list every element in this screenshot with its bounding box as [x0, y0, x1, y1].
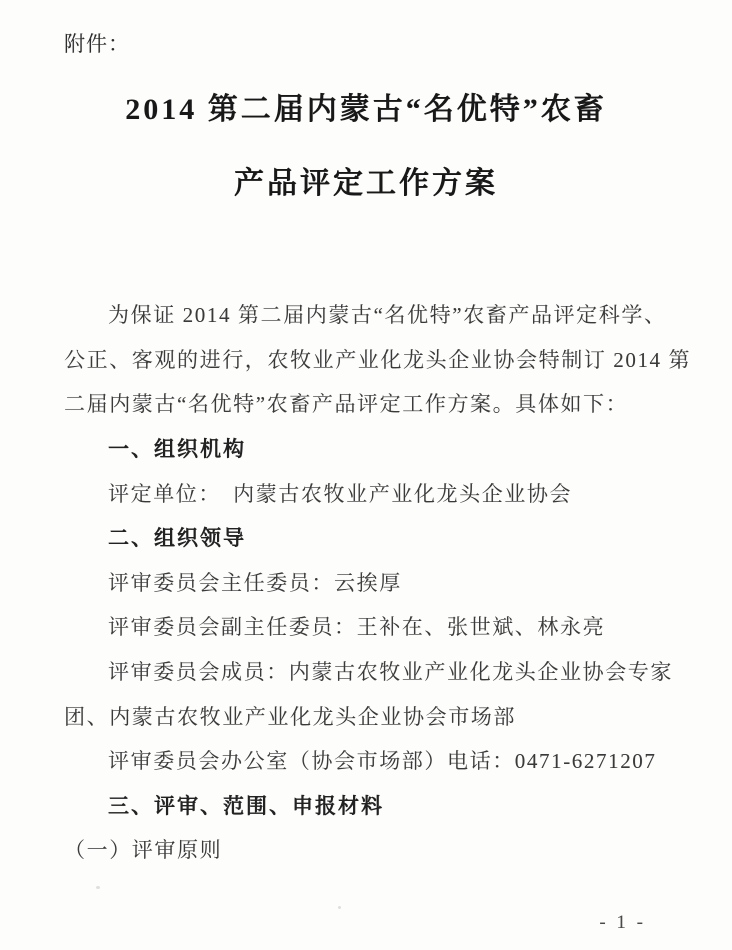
section-heading-leadership: 二、组织领导 [108, 527, 246, 551]
body-line: 评审委员会主任委员：云挨厚 [108, 570, 402, 595]
document-body [64, 292, 692, 872]
scan-speck [338, 906, 341, 909]
section-heading-review-scope: 三、评审、范围、申报材料 [108, 794, 384, 818]
body-line: 评定单位： 内蒙古农牧业产业化龙头企业协会 [108, 481, 573, 506]
body-line: 公正、客观的进行，农牧业产业化龙头企业协会特制订 2014 第 [64, 347, 692, 372]
body-line: 评审委员会办公室（协会市场部）电话：0471-6271207 [108, 749, 657, 774]
document-title-line-1: 2014 第二届内蒙古“名优特”农畜 [125, 93, 607, 126]
body-line: 二届内蒙古“名优特”农畜产品评定工作方案。具体如下： [64, 392, 629, 417]
body-line: （一）评审原则 [64, 838, 223, 863]
attachment-label: 附件： [64, 33, 130, 56]
scan-speck [96, 886, 100, 889]
body-line: 评审委员会副主任委员：王补在、张世斌、林永亮 [108, 615, 606, 640]
page-number: - 1 - [599, 912, 646, 933]
section-heading-organization: 一、组织机构 [108, 438, 246, 462]
body-line: 评审委员会成员：内蒙古农牧业产业化龙头企业协会专家 [108, 660, 673, 685]
body-line: 为保证 2014 第二届内蒙古“名优特”农畜产品评定科学、 [108, 303, 667, 328]
document-title-line-2: 产品评定工作方案 [234, 167, 498, 200]
body-line: 团、内蒙古农牧业产业化龙头企业协会市场部 [64, 704, 516, 729]
